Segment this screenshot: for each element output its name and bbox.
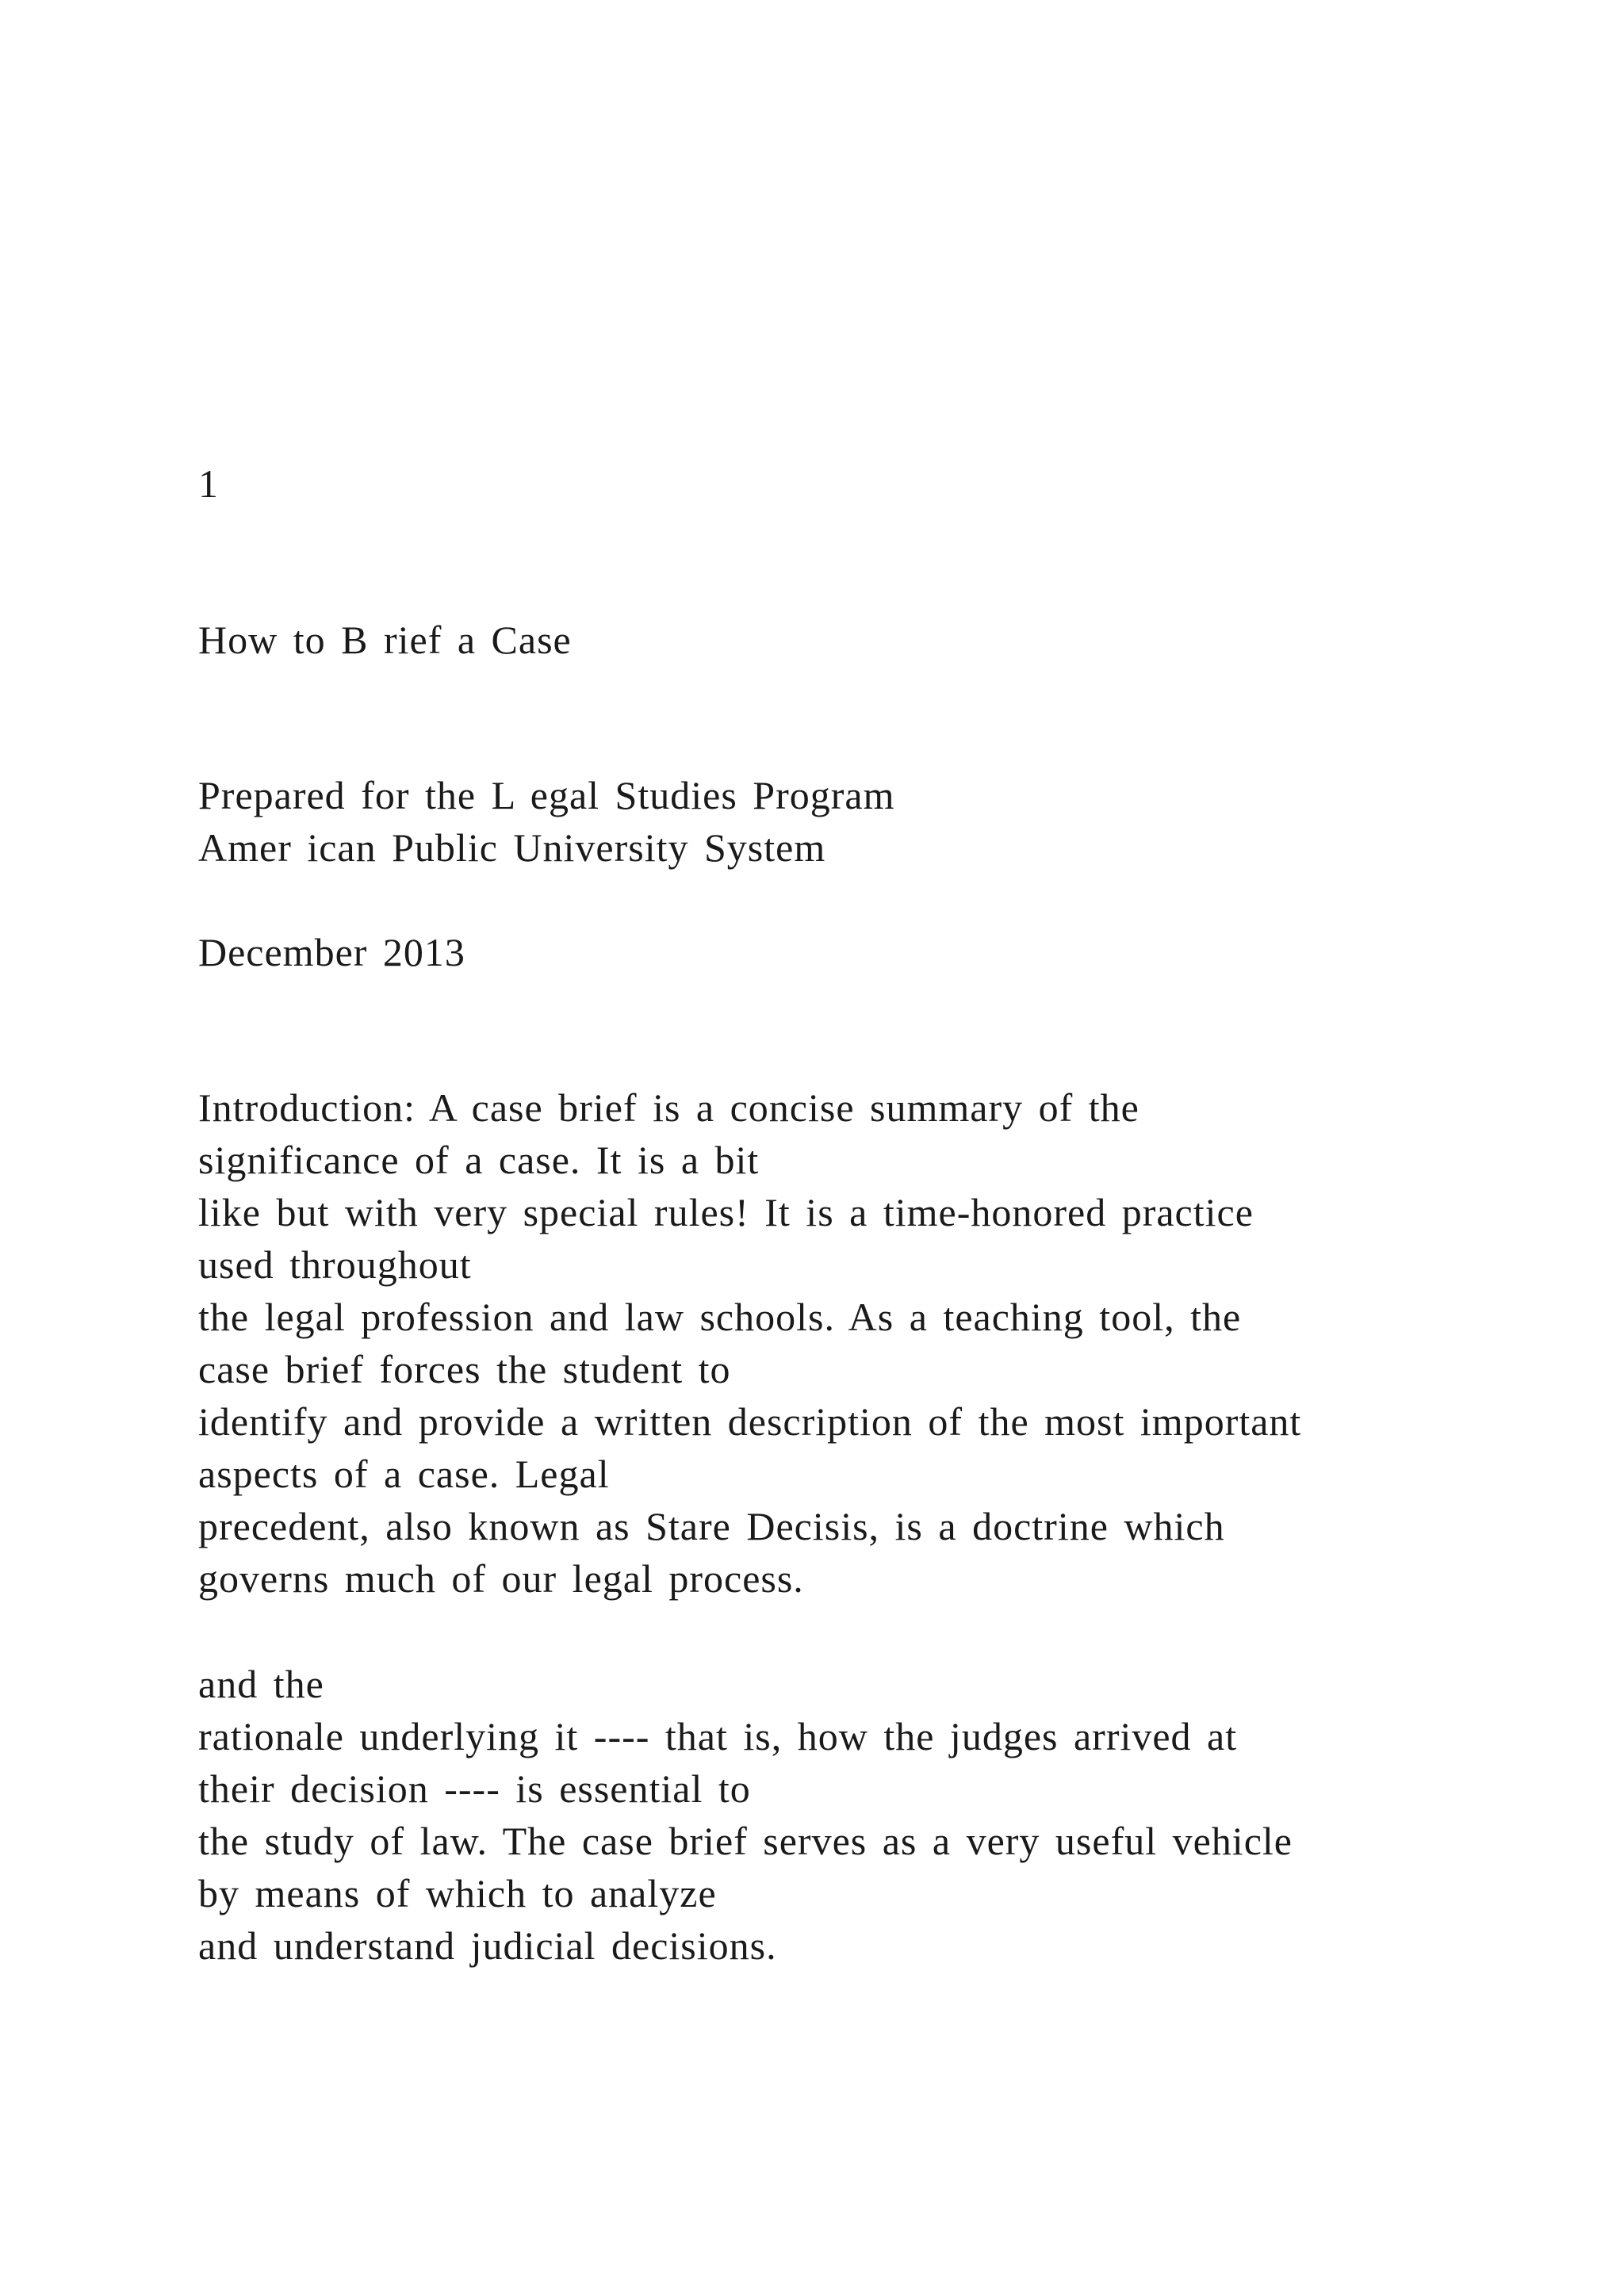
document-date bbox=[198, 926, 1546, 978]
intro-line: like but with very special rules! It is a time-honored practice bbox=[198, 1190, 1254, 1234]
intro-line: governs much of our legal process. bbox=[198, 1556, 804, 1601]
document-title bbox=[198, 614, 1546, 666]
document-title-text: How to B rief a Case bbox=[198, 618, 572, 662]
rationale-line: and understand judicial decisions. bbox=[198, 1923, 777, 1968]
intro-line: identify and provide a written description of the most important bbox=[198, 1399, 1302, 1444]
rationale-line: the study of law. The case brief serves as a very useful vehicle bbox=[198, 1819, 1293, 1863]
intro-line: case brief forces the student to bbox=[198, 1347, 731, 1391]
intro-line: used throughout bbox=[198, 1242, 472, 1287]
intro-line: precedent, also known as Stare Decisis, is a doctrine which bbox=[198, 1504, 1225, 1548]
intro-line: Introduction: A case brief is a concise summary of the bbox=[198, 1085, 1139, 1130]
prepared-for-block bbox=[198, 769, 1546, 874]
intro-line: the legal profession and law schools. As a teaching tool, the bbox=[198, 1295, 1242, 1339]
rationale-paragraph bbox=[198, 1658, 1546, 1972]
introduction-paragraph bbox=[198, 1081, 1546, 1605]
rationale-line: rationale underlying it ---- that is, how the judges arrived at bbox=[198, 1714, 1238, 1758]
document-date-text: December 2013 bbox=[198, 930, 465, 974]
rationale-line: by means of which to analyze bbox=[198, 1871, 717, 1915]
prepared-line: Amer ican Public University System bbox=[198, 825, 826, 870]
intro-line: significance of a case. It is a bit bbox=[198, 1138, 760, 1182]
intro-line: aspects of a case. Legal bbox=[198, 1452, 610, 1496]
rationale-line: their decision ---- is essential to bbox=[198, 1766, 751, 1811]
prepared-line: Prepared for the L egal Studies Program bbox=[198, 773, 895, 817]
page-number-text: 1 bbox=[198, 461, 219, 506]
page-number bbox=[198, 457, 1546, 510]
rationale-line: and the bbox=[198, 1662, 324, 1706]
